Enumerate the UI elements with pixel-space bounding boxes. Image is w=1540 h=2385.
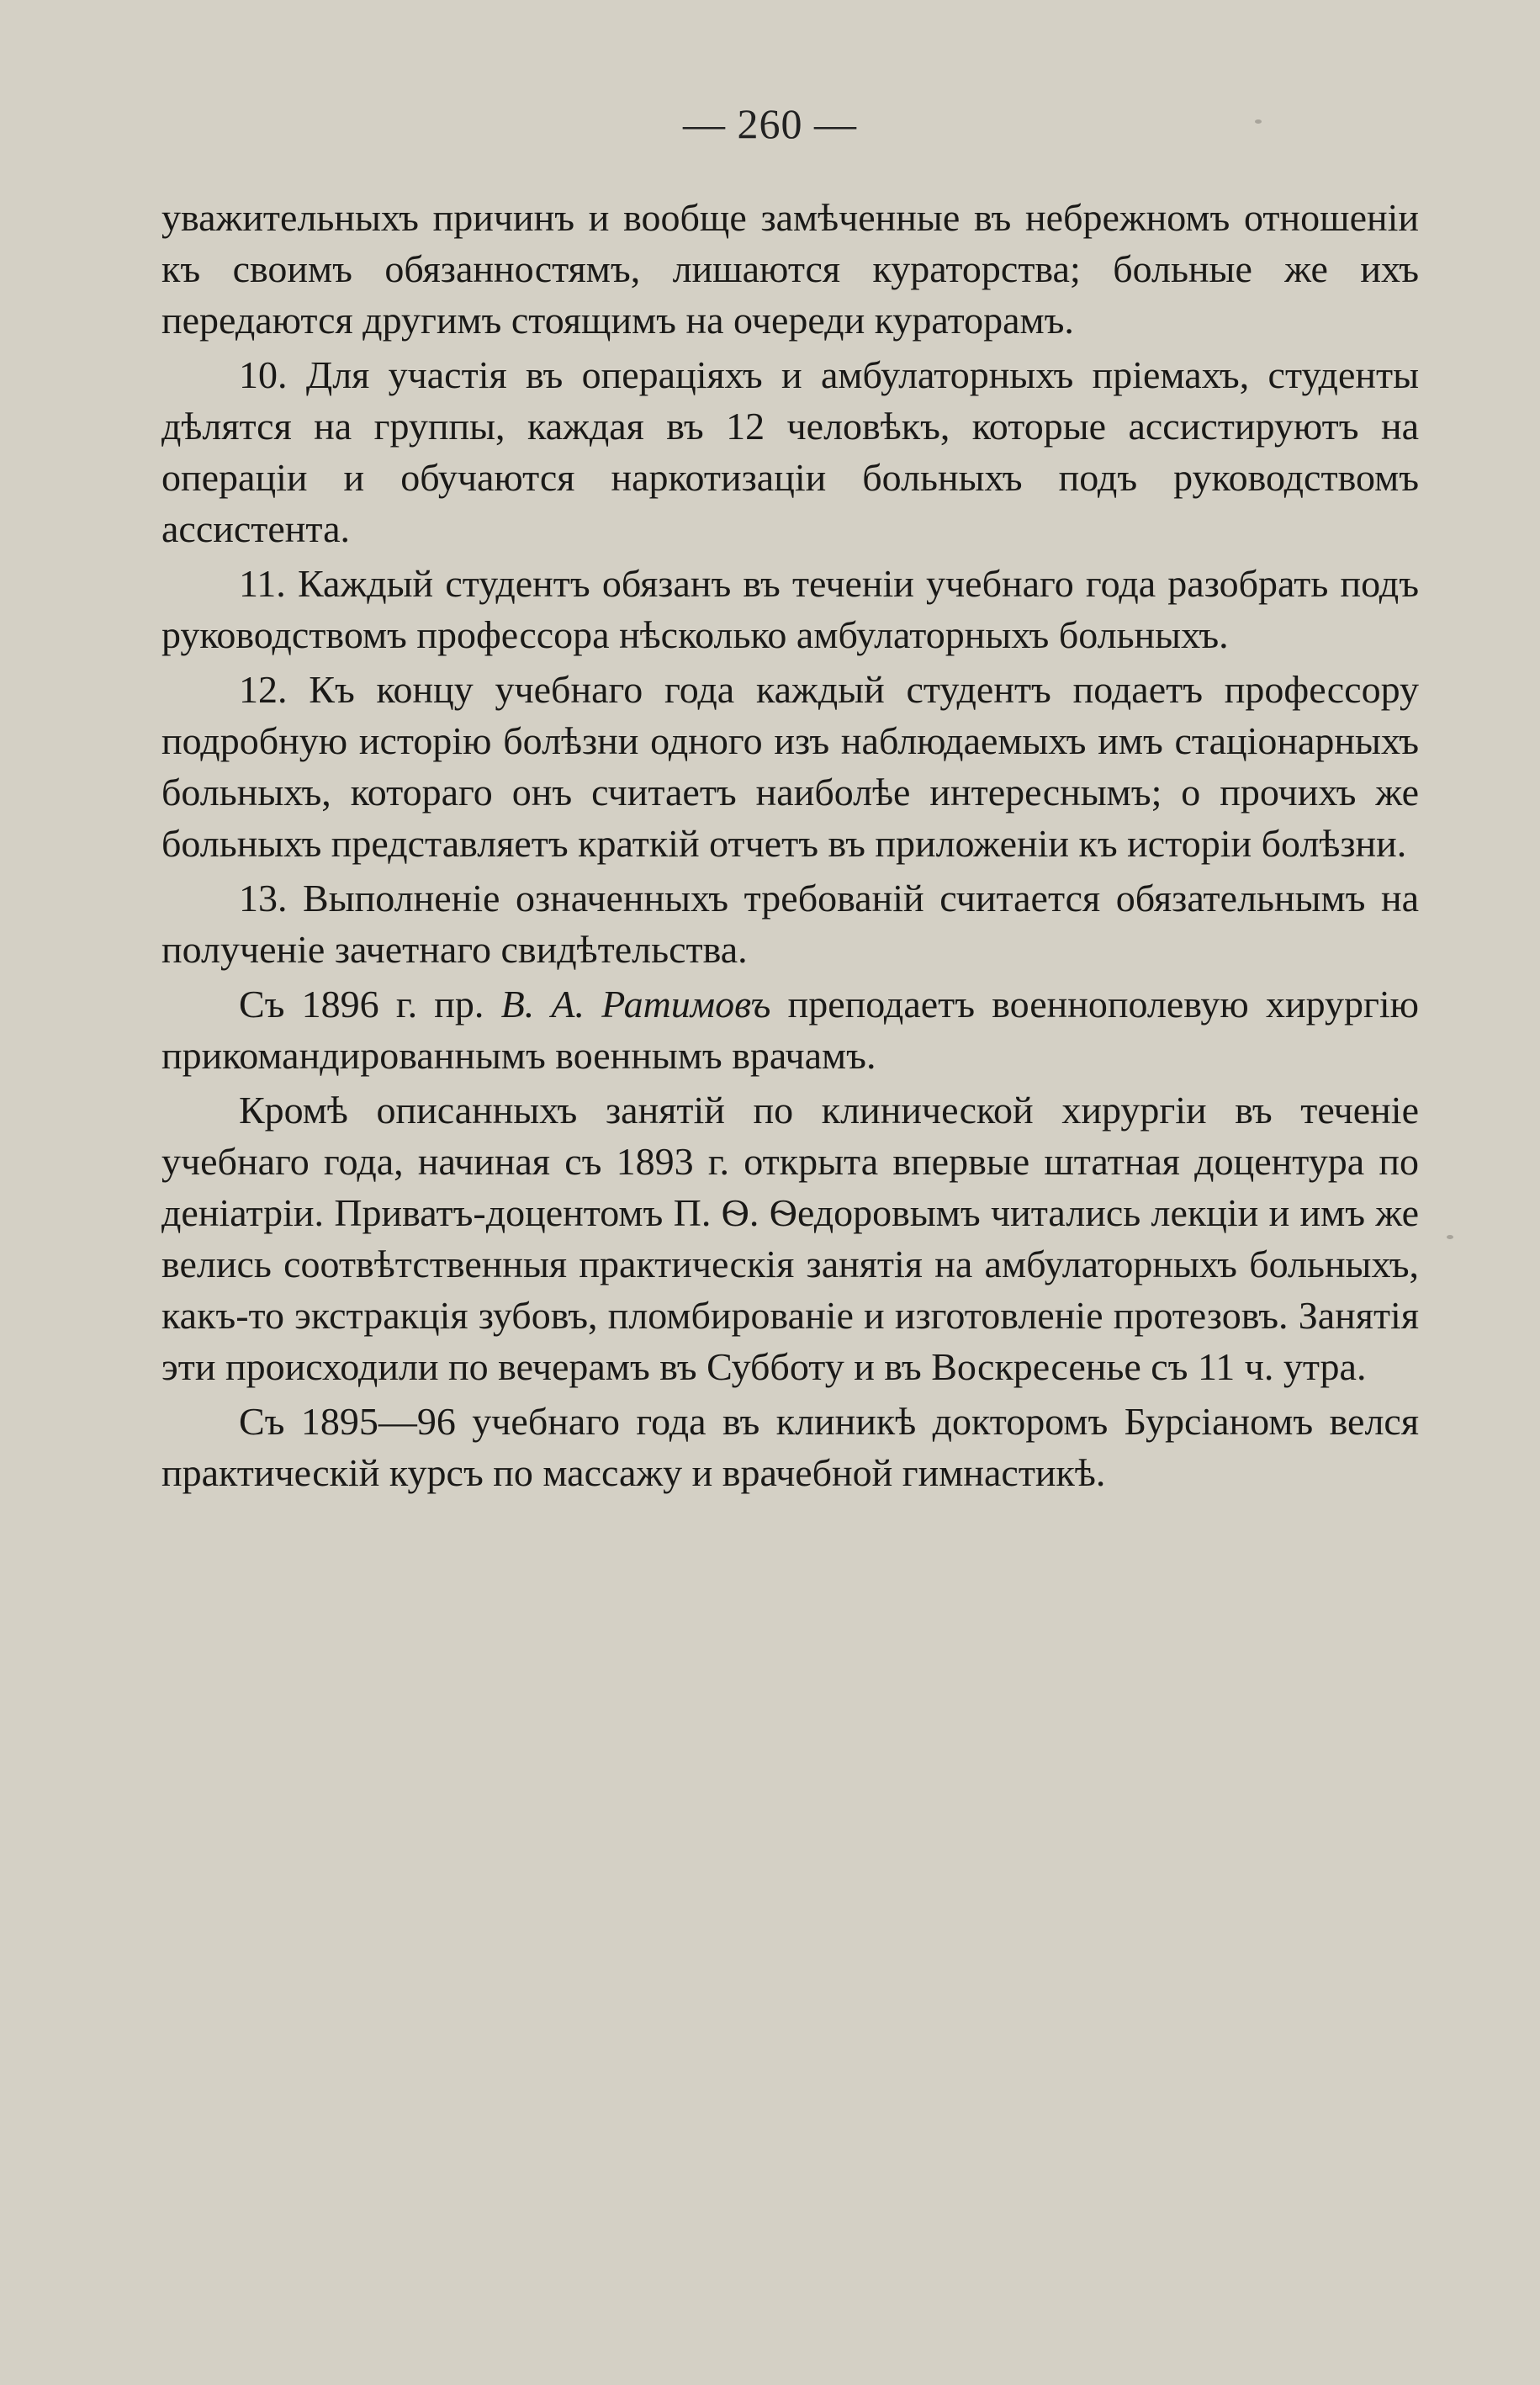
paragraph-item-11: 11. Каждый студентъ обязанъ въ теченіи учебнаго года разобрать подъ руководствомъ профессора нѣсколько амбулаторныхъ больныхъ.	[161, 562, 1419, 656]
body-text	[161, 192, 1419, 1498]
paragraph-text-after-name: преподаетъ военнополевую хирургію прикомандированнымъ военнымъ врачамъ.	[161, 983, 1420, 1077]
person-name: В. А. Ратимовъ	[500, 983, 771, 1026]
paragraph-item-13: 13. Выполненіе означенныхъ требованій считается обязательнымъ на полученіе зачетнаго свидѣтельства.	[161, 877, 1419, 971]
paragraph-item-10: 10. Для участія въ операціяхъ и амбулаторныхъ пріемахъ, студенты дѣлятся на группы, каждая въ 12 человѣкъ, которые ассистируютъ на операціи и обучаются наркотизаціи больныхъ подъ руководствомъ ассистента.	[161, 353, 1419, 550]
paper-speck	[1255, 119, 1262, 124]
paragraph-continuation: уважительныхъ причинъ и вообще замѣченные въ небрежномъ отношеніи къ своимъ обязанностямъ, лишаются кураторства; больные же ихъ передаются другимъ стоящимъ на очереди кураторамъ.	[161, 196, 1419, 342]
paragraph-military-surgery	[161, 978, 1419, 1081]
page-number: — 260 —	[683, 100, 857, 147]
paragraph-dentistry: Кромѣ описанныхъ занятій по клинической хирургіи въ теченіе учебнаго года, начиная съ 1893 г. открыта впервые штатная доцентура по деніатріи. Приватъ-доцентомъ П. Ѳ. Ѳедоровымъ читались лекціи и имъ же велись соотвѣтственныя практическія занятія на амбулаторныхъ больныхъ, какъ-то экстракція зубовъ, пломбированіе и изготовленіе протезовъ. Занятія эти происходили по вечерамъ въ Субботу и въ Воскресенье съ 11 ч. утра.	[161, 1089, 1419, 1388]
paragraph-item-12: 12. Къ концу учебнаго года каждый студентъ подаетъ профессору подробную исторію болѣзни одного изъ наблюдаемыхъ имъ стаціонарныхъ больныхъ, котораго онъ считаетъ наиболѣе интереснымъ; о прочихъ же больныхъ представляетъ краткій отчетъ въ приложеніи къ исторіи болѣзни.	[161, 668, 1419, 865]
paragraph-massage: Съ 1895—96 учебнаго года въ клиникѣ докторомъ Бурсіаномъ велся практическій курсъ по массажу и врачебной гимнастикѣ.	[161, 1400, 1419, 1494]
paragraph-text-before-name: Съ 1896 г. пр.	[239, 983, 501, 1026]
paper-speck	[1447, 1235, 1453, 1239]
